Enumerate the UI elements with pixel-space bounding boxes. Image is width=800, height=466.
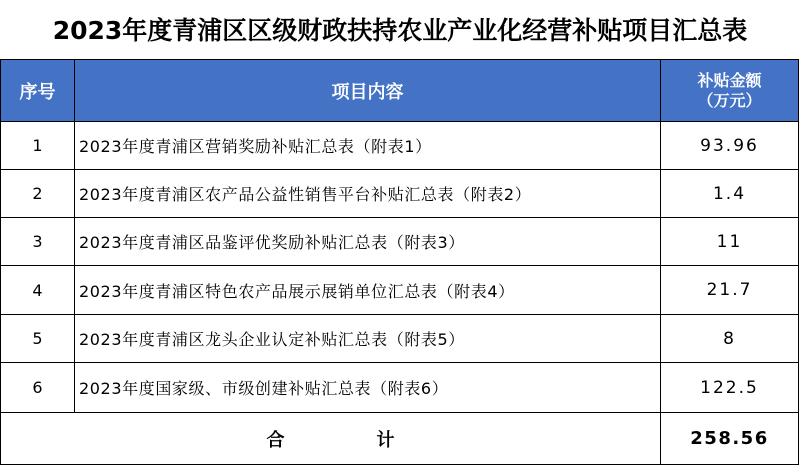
row-content: 2023年度青浦区农产品公益性销售平台补贴汇总表（附表2） (75, 170, 661, 218)
row-seq: 3 (1, 218, 75, 266)
row-amount: 8 (661, 315, 799, 363)
table-row (1, 122, 799, 170)
total-label-part2: 计 (376, 429, 395, 451)
row-content: 2023年度青浦区营销奖励补贴汇总表（附表1） (75, 122, 661, 170)
header-amount-label: 补贴金额 (697, 70, 762, 90)
row-amount: 122.5 (661, 363, 799, 413)
table-row (1, 315, 799, 363)
row-amount: 11 (661, 218, 799, 266)
row-amount: 21.7 (661, 266, 799, 315)
table-row (1, 218, 799, 266)
total-label (1, 413, 661, 465)
row-seq: 6 (1, 363, 75, 413)
header-amount (661, 60, 799, 122)
table-row (1, 363, 799, 413)
table-header-row (1, 60, 799, 122)
header-amount-unit: （万元） (697, 90, 762, 110)
table-total-row (1, 413, 799, 465)
row-seq: 4 (1, 266, 75, 315)
header-content: 项目内容 (75, 60, 661, 122)
header-seq: 序号 (1, 60, 75, 122)
row-seq: 2 (1, 170, 75, 218)
subsidy-summary-table (0, 59, 799, 465)
row-amount: 93.96 (661, 122, 799, 170)
row-amount: 1.4 (661, 170, 799, 218)
row-content: 2023年度国家级、市级创建补贴汇总表（附表6） (75, 363, 661, 413)
row-seq: 1 (1, 122, 75, 170)
total-label-part1: 合 (266, 429, 285, 451)
table-row (1, 266, 799, 315)
row-seq: 5 (1, 315, 75, 363)
total-amount: 258.56 (661, 413, 799, 465)
page-title: 2023年度青浦区区级财政扶持农业产业化经营补贴项目汇总表 (52, 16, 748, 45)
row-content: 2023年度青浦区特色农产品展示展销单位汇总表（附表4） (75, 266, 661, 315)
row-content: 2023年度青浦区龙头企业认定补贴汇总表（附表5） (75, 315, 661, 363)
row-content: 2023年度青浦区品鉴评优奖励补贴汇总表（附表3） (75, 218, 661, 266)
table-row (1, 170, 799, 218)
